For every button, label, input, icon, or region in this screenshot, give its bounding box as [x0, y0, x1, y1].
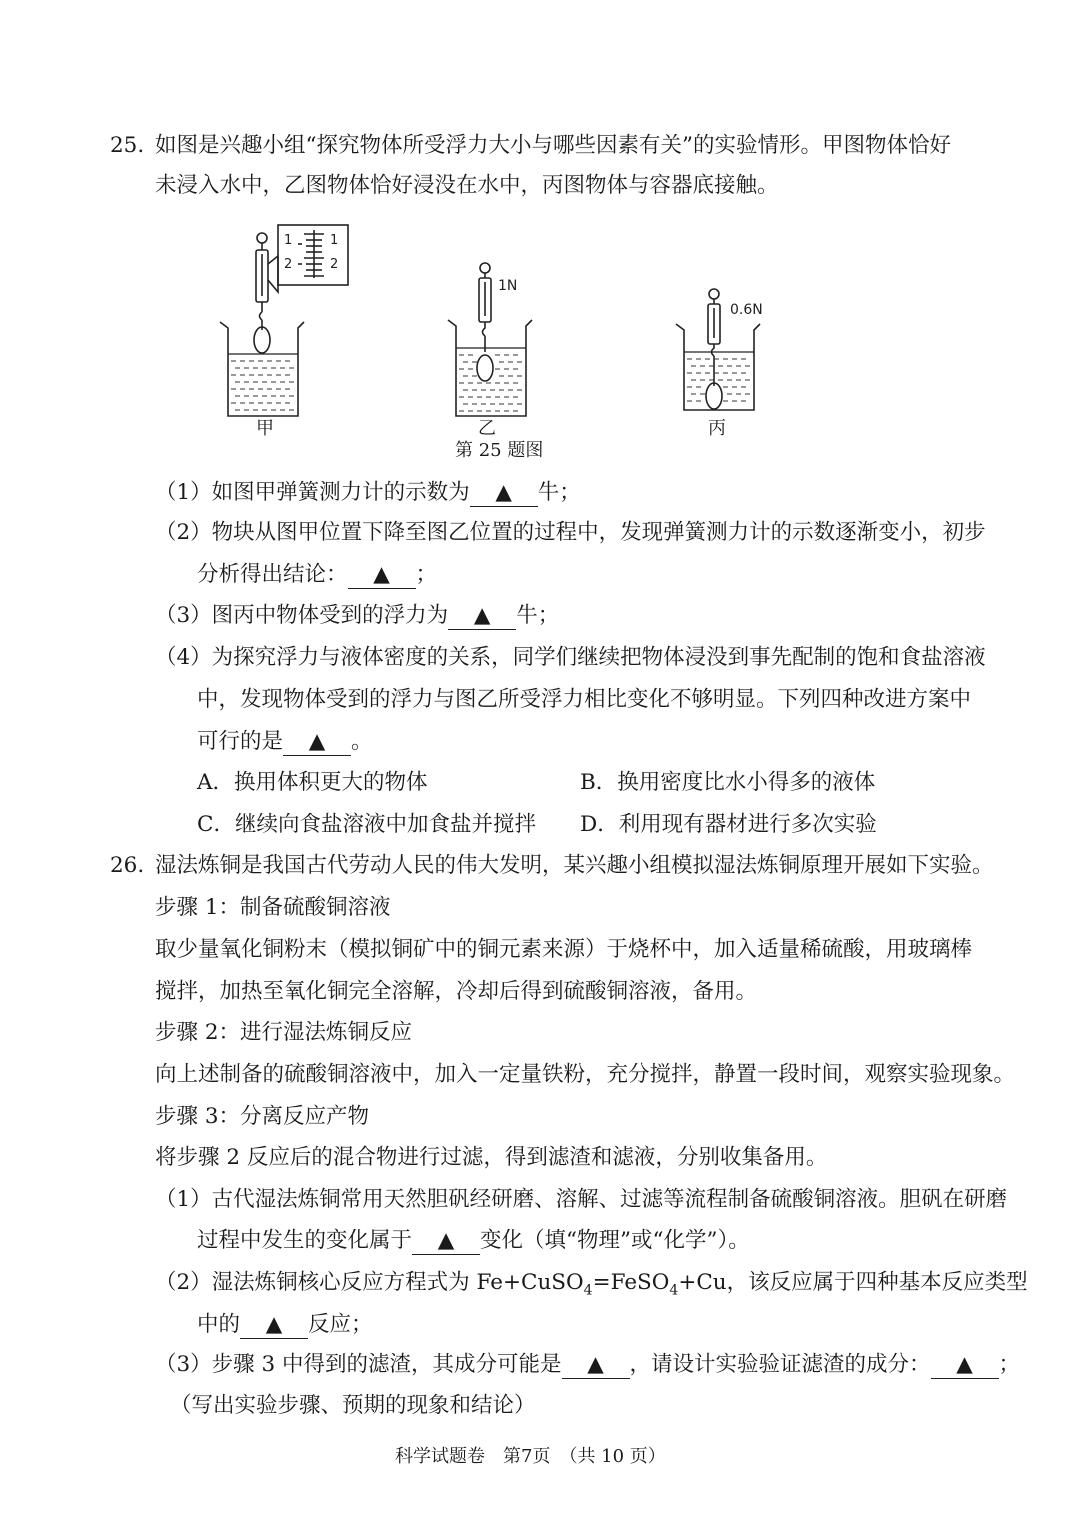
q26-number: 26.: [110, 853, 145, 878]
step2-title: 步骤 2：进行湿法炼铜反应: [155, 1020, 413, 1045]
option-c: C．继续向食盐溶液中加食盐并搅拌: [197, 812, 536, 837]
label-bing: 丙: [708, 418, 726, 439]
q26-stem: 湿法炼铜是我国古代劳动人民的伟大发明，某兴趣小组模拟湿法炼铜原理开展如下实验。: [155, 853, 994, 878]
answer-blank[interactable]: ▲: [348, 562, 416, 589]
scale-mark-2: 2: [284, 257, 293, 272]
reading-b: 1N: [498, 278, 518, 294]
step1-title: 步骤 1：制备硫酸铜溶液: [155, 895, 391, 920]
step1-line1: 取少量氧化铜粉末（模拟铜矿中的铜元素来源）于烧杯中，加入适量稀硫酸，用玻璃棒: [155, 937, 973, 962]
q26-sub1-line1: （1）古代湿法炼铜常用天然胆矾经研磨、溶解、过滤等流程制备硫酸铜溶液。胆矾在研磨: [155, 1187, 1008, 1212]
label-jia: 甲: [256, 418, 274, 439]
option-a: A．换用体积更大的物体: [197, 770, 428, 795]
q26-sub3-line1: （3）步骤 3 中得到的滤渣，其成分可能是 ▲ ，请设计实验验证滤渣的成分： ▲ ；: [155, 1352, 1021, 1377]
q25-sub4-line2: 中，发现物体受到的浮力与图乙所受浮力相比变化不够明显。下列四种改进方案中: [197, 687, 972, 712]
answer-blank[interactable]: ▲: [448, 603, 516, 630]
step2-line1: 向上述制备的硫酸铜溶液中，加入一定量铁粉，充分搅拌，静置一段时间，观察实验现象。: [155, 1062, 1016, 1087]
answer-blank[interactable]: ▲: [931, 1352, 999, 1379]
q26-sub2-line1: （2）湿法炼铜核心反应方程式为 Fe+CuSO$_4$=FeSO$_4$+Cu，该反应属于四种基本反应类型: [155, 1270, 1028, 1299]
step1-line2: 搅拌，加热至氧化铜完全溶解，冷却后得到硫酸铜溶液，备用。: [155, 979, 758, 1004]
step3-title: 步骤 3：分离反应产物: [155, 1104, 370, 1129]
beaker-b: [448, 263, 532, 416]
beaker-a: [220, 225, 348, 416]
q25-number: 25.: [110, 133, 145, 158]
answer-blank[interactable]: ▲: [562, 1352, 630, 1379]
q26-sub1-line2: 过程中发生的变化属于 ▲ 变化（填“物理”或“化学”）。: [197, 1228, 750, 1253]
scale-mark-1r: 1: [330, 233, 339, 248]
option-b: B．换用密度比水小得多的液体: [580, 770, 876, 795]
scale-mark-2r: 2: [330, 257, 339, 272]
q25-sub4-line3: 可行的是 ▲ 。: [197, 729, 373, 754]
reading-c: 0.6N: [730, 302, 763, 318]
q26-sub2-line2: 中的 ▲ 反应；: [197, 1312, 373, 1337]
q25-sub1: （1）如图甲弹簧测力计的示数为 ▲ 牛；: [155, 480, 581, 505]
page-footer: 科学试题卷 第7页 （共 10 页）: [395, 1446, 666, 1467]
figure-caption: 第 25 题图: [455, 440, 544, 461]
answer-blank[interactable]: ▲: [283, 729, 351, 756]
label-yi: 乙: [478, 418, 496, 439]
scale-mark-1: 1: [284, 233, 293, 248]
q25-sub4-line1: （4）为探究浮力与液体密度的关系，同学们继续把物体浸没到事先配制的饱和食盐溶液: [155, 645, 986, 670]
q25-sub2-line1: （2）物块从图甲位置下降至图乙位置的过程中，发现弹簧测力计的示数逐渐变小，初步: [155, 520, 986, 545]
q25-sub2-line2: 分析得出结论： ▲ ；: [197, 562, 438, 587]
answer-blank[interactable]: ▲: [470, 480, 538, 507]
q25-stem-line2: 未浸入水中，乙图物体恰好浸没在水中，丙图物体与容器底接触。: [155, 173, 779, 198]
answer-blank[interactable]: ▲: [240, 1312, 308, 1339]
q26-sub3-line2: （写出实验步骤、预期的现象和结论）: [170, 1393, 536, 1418]
answer-blank[interactable]: ▲: [412, 1228, 480, 1255]
option-d: D．利用现有器材进行多次实验: [580, 812, 877, 837]
q25-stem-line1: 如图是兴趣小组“探究物体所受浮力大小与哪些因素有关”的实验情形。甲图物体恰好: [155, 133, 951, 158]
q25-sub3: （3）图丙中物体受到的浮力为 ▲ 牛；: [155, 603, 560, 628]
step3-line1: 将步骤 2 反应后的混合物进行过滤，得到滤渣和滤液，分别收集备用。: [155, 1145, 828, 1170]
